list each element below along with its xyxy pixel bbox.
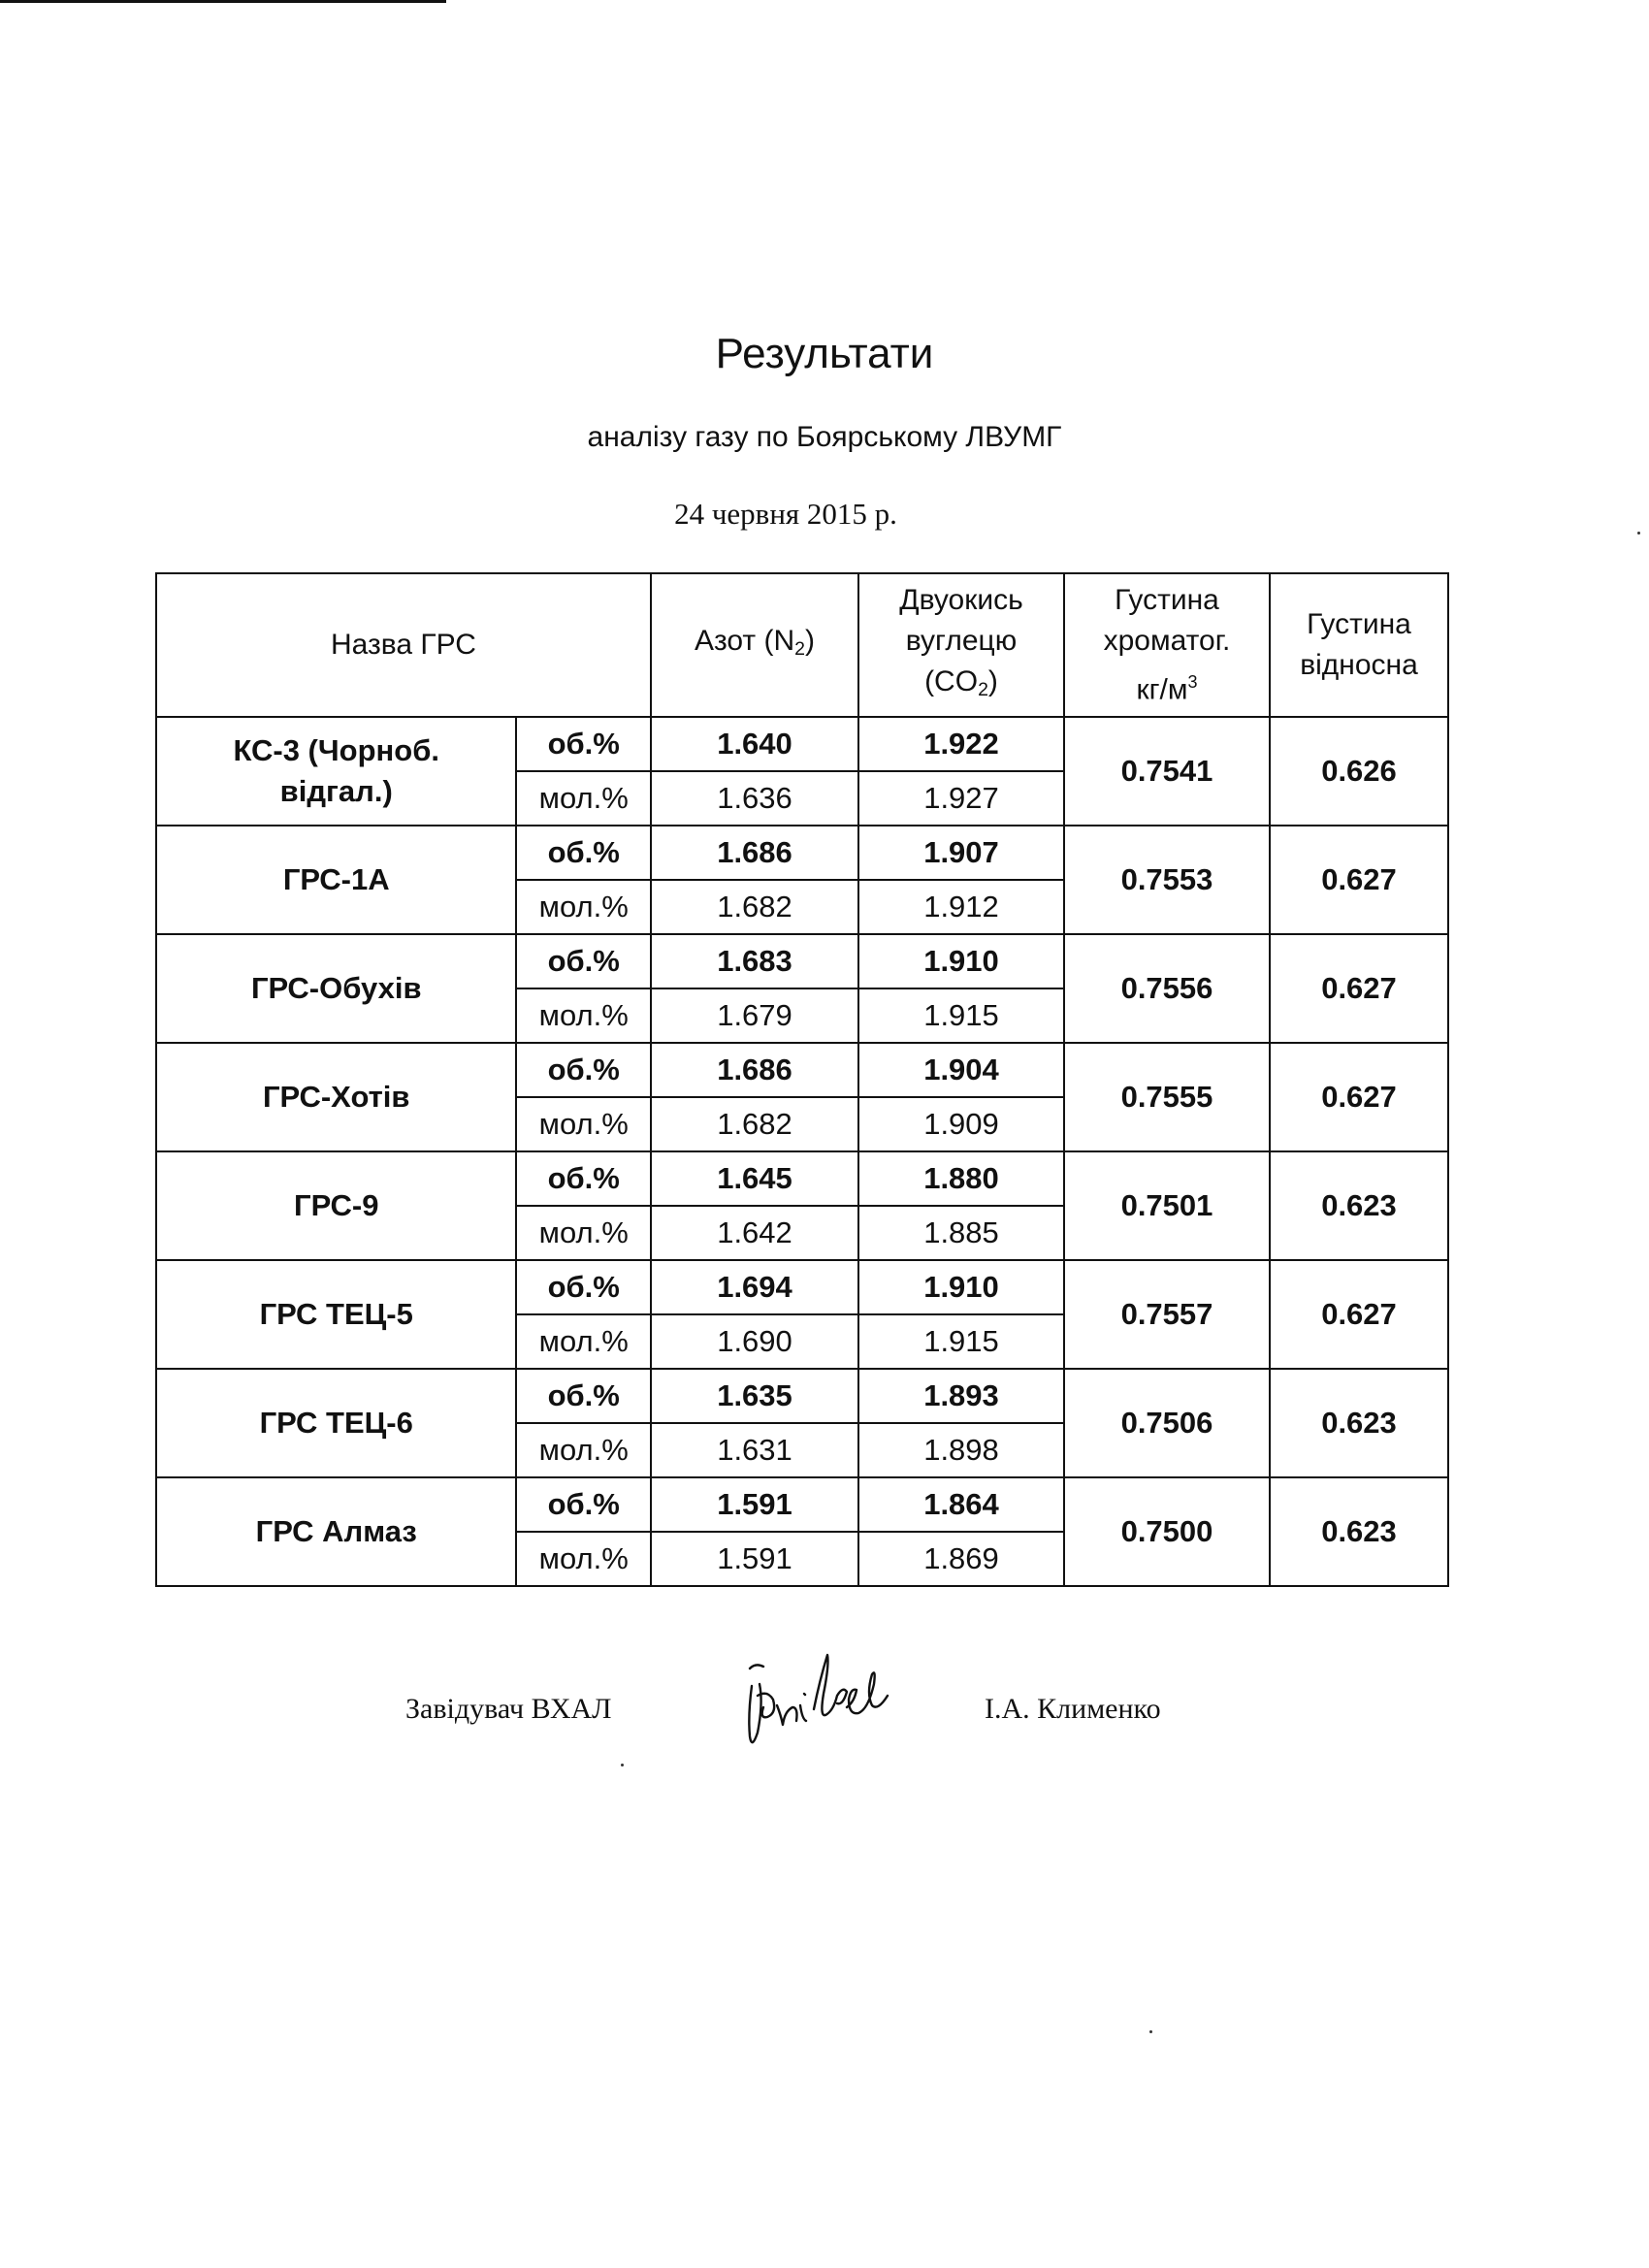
header-relative-line2: відносна — [1300, 649, 1418, 681]
station-name-line1: ГРС-1А — [282, 862, 390, 896]
unit-label-volume: об.% — [516, 1043, 651, 1097]
header-nitrogen-subscript: 2 — [794, 637, 806, 660]
table-row-volume — [156, 1151, 1448, 1206]
nitrogen-molar-value: 1.591 — [651, 1532, 858, 1586]
nitrogen-molar-value: 1.636 — [651, 771, 858, 826]
header-density — [1064, 573, 1270, 717]
chromatographic-density-value: 0.7506 — [1064, 1369, 1270, 1477]
station-name — [156, 826, 516, 934]
relative-density-value: 0.627 — [1270, 934, 1448, 1043]
nitrogen-volume-value: 1.686 — [651, 1043, 858, 1097]
co2-volume-value: 1.893 — [858, 1369, 1064, 1423]
co2-volume-value: 1.864 — [858, 1477, 1064, 1532]
station-name — [156, 1043, 516, 1151]
header-relative-line1: Густина — [1307, 608, 1411, 640]
table-row-volume — [156, 1369, 1448, 1423]
header-density-unit — [1065, 662, 1269, 711]
co2-volume-value: 1.904 — [858, 1043, 1064, 1097]
nitrogen-volume-value: 1.591 — [651, 1477, 858, 1532]
scan-speck — [1637, 532, 1640, 535]
header-relative-density — [1270, 573, 1448, 717]
nitrogen-volume-value: 1.635 — [651, 1369, 858, 1423]
co2-volume-value: 1.907 — [858, 826, 1064, 880]
nitrogen-volume-value: 1.686 — [651, 826, 858, 880]
table-row-volume — [156, 1043, 1448, 1097]
unit-label-molar: мол.% — [516, 1097, 651, 1151]
co2-molar-value: 1.915 — [858, 1314, 1064, 1369]
scan-edge-line — [0, 0, 446, 3]
table-row-volume — [156, 1260, 1448, 1314]
table-row-volume — [156, 717, 1448, 771]
unit-label-volume: об.% — [516, 934, 651, 988]
scan-speck — [621, 1764, 624, 1766]
chromatographic-density-value: 0.7553 — [1064, 826, 1270, 934]
station-name — [156, 1369, 516, 1477]
chromatographic-density-value: 0.7541 — [1064, 717, 1270, 826]
header-co2-line1: Двуокись — [899, 584, 1023, 617]
station-name-line1: ГРС-Обухів — [250, 971, 422, 1005]
header-nitrogen-close: ) — [805, 625, 816, 658]
header-nitrogen-label: Азот (N — [694, 625, 795, 658]
co2-molar-value: 1.915 — [858, 988, 1064, 1043]
unit-label-volume: об.% — [516, 717, 651, 771]
station-name-line1: ГРС ТЕЦ-5 — [259, 1297, 413, 1331]
nitrogen-molar-value: 1.679 — [651, 988, 858, 1043]
unit-label-molar: мол.% — [516, 880, 651, 934]
co2-molar-value: 1.869 — [858, 1532, 1064, 1586]
unit-label-molar: мол.% — [516, 1423, 651, 1477]
scan-speck — [1149, 2030, 1152, 2033]
table-row-volume — [156, 1477, 1448, 1532]
nitrogen-molar-value: 1.642 — [651, 1206, 858, 1260]
chromatographic-density-value: 0.7501 — [1064, 1151, 1270, 1260]
chromatographic-density-value: 0.7500 — [1064, 1477, 1270, 1586]
unit-label-molar: мол.% — [516, 1206, 651, 1260]
nitrogen-molar-value: 1.690 — [651, 1314, 858, 1369]
station-name — [156, 934, 516, 1043]
unit-label-volume: об.% — [516, 1369, 651, 1423]
relative-density-value: 0.627 — [1270, 1260, 1448, 1369]
signatory-position: Завідувач ВХАЛ — [405, 1693, 612, 1725]
header-station-label: Назва ГРС — [331, 629, 476, 661]
nitrogen-volume-value: 1.645 — [651, 1151, 858, 1206]
relative-density-value: 0.623 — [1270, 1477, 1448, 1586]
station-name-line1: ГРС-Хотів — [262, 1080, 410, 1114]
station-name-line1: ГРС-9 — [294, 1188, 379, 1222]
header-nitrogen — [651, 573, 858, 717]
header-co2-line2: вуглецю — [905, 625, 1018, 658]
unit-label-volume: об.% — [516, 1260, 651, 1314]
co2-molar-value: 1.885 — [858, 1206, 1064, 1260]
relative-density-value: 0.623 — [1270, 1369, 1448, 1477]
unit-label-molar: мол.% — [516, 1532, 651, 1586]
nitrogen-molar-value: 1.631 — [651, 1423, 858, 1477]
header-density-line1: Густина — [1115, 583, 1219, 616]
station-name-line1: ГРС Алмаз — [255, 1514, 417, 1548]
relative-density-value: 0.627 — [1270, 826, 1448, 934]
header-co2-subscript: 2 — [978, 678, 988, 700]
signature-stroke — [749, 1655, 888, 1742]
document-date: 24 червня 2015 р. — [674, 497, 897, 531]
header-co2-close: ) — [987, 665, 998, 698]
co2-molar-value: 1.927 — [858, 771, 1064, 826]
relative-density-value: 0.626 — [1270, 717, 1448, 826]
header-co2-formula — [859, 662, 1063, 710]
co2-volume-value: 1.880 — [858, 1151, 1064, 1206]
unit-label-molar: мол.% — [516, 988, 651, 1043]
nitrogen-volume-value: 1.683 — [651, 934, 858, 988]
station-name-line1: ГРС ТЕЦ-6 — [259, 1406, 413, 1440]
unit-label-molar: мол.% — [516, 1314, 651, 1369]
nitrogen-volume-value: 1.640 — [651, 717, 858, 771]
nitrogen-volume-value: 1.694 — [651, 1260, 858, 1314]
table-header-row — [156, 573, 1448, 717]
station-name-line2: відгал.) — [279, 774, 393, 808]
handwritten-signature — [732, 1649, 926, 1756]
station-name — [156, 717, 516, 826]
table-row-volume — [156, 934, 1448, 988]
co2-volume-value: 1.922 — [858, 717, 1064, 771]
signatory-name: І.А. Клименко — [985, 1693, 1161, 1725]
header-density-unit-superscript: 3 — [1187, 671, 1198, 692]
relative-density-value: 0.627 — [1270, 1043, 1448, 1151]
relative-density-value: 0.623 — [1270, 1151, 1448, 1260]
station-name-line1: КС-3 (Чорноб. — [233, 733, 439, 767]
table-body — [156, 717, 1448, 1586]
station-name — [156, 1260, 516, 1369]
co2-volume-value: 1.910 — [858, 1260, 1064, 1314]
header-density-unit-prefix: кг/м — [1136, 673, 1188, 706]
unit-label-volume: об.% — [516, 1151, 651, 1206]
unit-label-volume: об.% — [516, 826, 651, 880]
co2-molar-value: 1.898 — [858, 1423, 1064, 1477]
nitrogen-molar-value: 1.682 — [651, 1097, 858, 1151]
chromatographic-density-value: 0.7556 — [1064, 934, 1270, 1043]
co2-molar-value: 1.909 — [858, 1097, 1064, 1151]
header-co2-prefix: (CO — [924, 665, 979, 698]
document-title: Результати — [715, 330, 934, 377]
co2-molar-value: 1.912 — [858, 880, 1064, 934]
unit-label-molar: мол.% — [516, 771, 651, 826]
station-name — [156, 1477, 516, 1586]
chromatographic-density-value: 0.7555 — [1064, 1043, 1270, 1151]
document-subtitle: аналізу газу по Боярському ЛВУМГ — [587, 421, 1062, 453]
co2-volume-value: 1.910 — [858, 934, 1064, 988]
gas-analysis-table — [155, 572, 1449, 1587]
station-name — [156, 1151, 516, 1260]
chromatographic-density-value: 0.7557 — [1064, 1260, 1270, 1369]
header-co2 — [858, 573, 1064, 717]
header-density-line2: хроматог. — [1103, 624, 1231, 657]
header-station — [156, 573, 651, 717]
unit-label-volume: об.% — [516, 1477, 651, 1532]
table-row-volume — [156, 826, 1448, 880]
nitrogen-molar-value: 1.682 — [651, 880, 858, 934]
